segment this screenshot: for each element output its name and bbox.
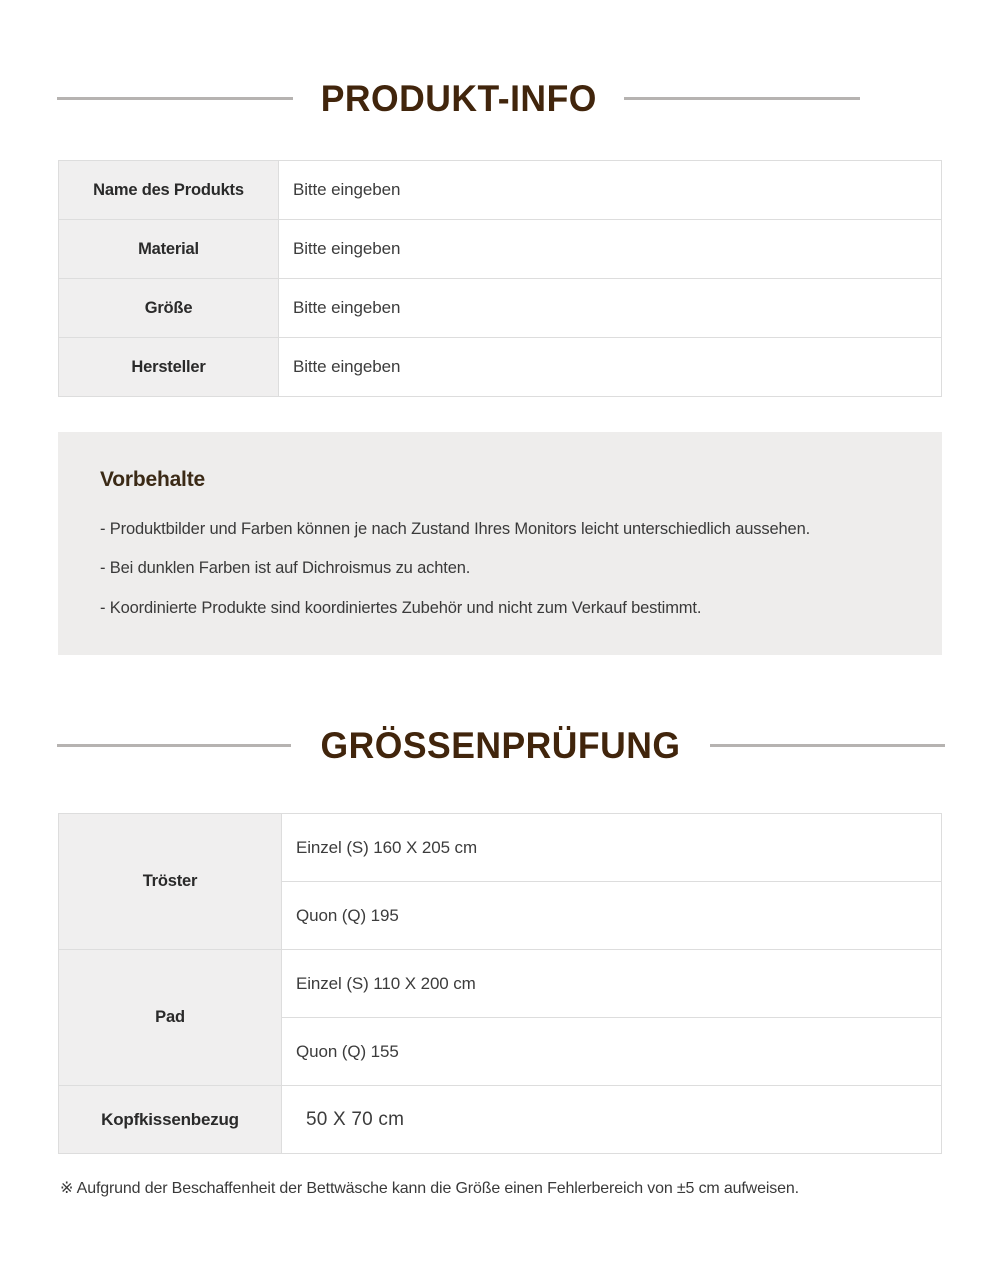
size-check-table	[58, 813, 942, 1154]
list-item: - Produktbilder und Farben können je nach Zustand Ihres Monitors leicht unterschiedlich aussehen.	[100, 520, 811, 538]
row-value: Einzel (S) 110 X 200 cm	[282, 950, 942, 1018]
size-check-title: GRÖSSENPRÜFUNG	[320, 725, 681, 766]
notes-panel	[58, 432, 942, 655]
row-value: Einzel (S) 160 X 205 cm	[282, 814, 942, 882]
row-label: Pad	[59, 950, 282, 1086]
product-info-table	[58, 160, 942, 397]
row-value[interactable]: Bitte eingeben	[279, 161, 942, 220]
row-value[interactable]: Bitte eingeben	[279, 220, 942, 279]
table-row	[59, 279, 942, 338]
notes-list	[100, 518, 900, 619]
row-label: Größe	[59, 279, 279, 338]
header-rule-left	[57, 97, 293, 100]
row-value: 50 X 70 cm	[282, 1086, 942, 1154]
notes-title: Vorbehalte	[100, 468, 205, 491]
row-value[interactable]: Bitte eingeben	[279, 338, 942, 397]
size-check-section-header	[57, 727, 945, 764]
row-value: Quon (Q) 155	[282, 1018, 942, 1086]
product-info-title: PRODUKT-INFO	[320, 78, 597, 119]
table-row	[59, 814, 942, 882]
row-label: Kopfkissenbezug	[59, 1086, 282, 1154]
table-row	[59, 1086, 942, 1154]
row-value[interactable]: Bitte eingeben	[279, 279, 942, 338]
header-rule-right	[710, 744, 945, 747]
table-row	[59, 161, 942, 220]
list-item: - Koordinierte Produkte sind koordiniertes Zubehör und nicht zum Verkauf bestimmt.	[100, 598, 702, 617]
row-label: Hersteller	[59, 338, 279, 397]
row-value: Quon (Q) 195	[282, 882, 942, 950]
product-info-section-header	[57, 80, 945, 117]
size-check-footnote: ※ Aufgrund der Beschaffenheit der Bettwäsche kann die Größe einen Fehlerbereich von ±5 cm aufweisen.	[60, 1180, 799, 1197]
list-item: - Bei dunklen Farben ist auf Dichroismus zu achten.	[100, 559, 471, 578]
table-row	[59, 220, 942, 279]
table-row	[59, 950, 942, 1018]
row-label: Material	[59, 220, 279, 279]
table-row	[59, 338, 942, 397]
row-label: Tröster	[59, 814, 282, 950]
header-rule-left	[57, 744, 292, 747]
row-label: Name des Produkts	[59, 161, 279, 220]
header-rule-right	[624, 97, 860, 100]
